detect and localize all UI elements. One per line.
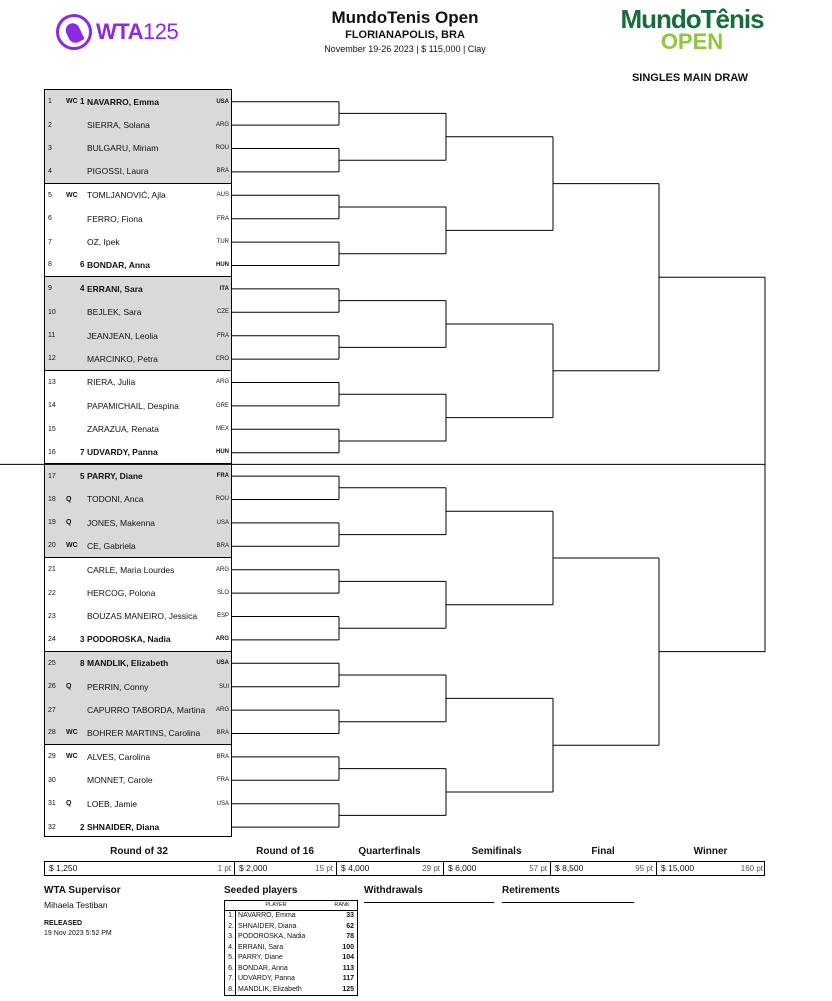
prize-money: $ 8,500 xyxy=(555,863,584,873)
seed-number: 8 xyxy=(80,658,85,668)
entry-status: Q xyxy=(66,800,72,808)
player-name: CE, Gabriela xyxy=(87,540,136,551)
entry-status: Q xyxy=(66,683,72,691)
country-code: ROU xyxy=(215,145,229,152)
retirements-block xyxy=(502,885,634,903)
country-code: ESP xyxy=(216,613,229,620)
country-code: ARG xyxy=(215,636,229,643)
country-code: USA xyxy=(216,98,229,105)
ranking-points: 29 pt xyxy=(422,864,440,873)
country-code: BRA xyxy=(216,168,229,175)
player-name: BOHRER MARTINS, Carolina xyxy=(87,727,201,738)
prize-round-header: Semifinals xyxy=(471,846,522,857)
seed-number: 4 xyxy=(80,284,85,294)
player-name: BULGARU, Miriam xyxy=(87,143,159,154)
player-name: JONES, Makenna xyxy=(87,517,156,528)
player-name: UDVARDY, Panna xyxy=(87,447,158,458)
seeded-player-name: UDVARDY, Panna xyxy=(238,975,295,982)
tournament-info: November 19-26 2023 | $ 115,000 | Clay xyxy=(324,44,486,54)
prize-money: $ 6,000 xyxy=(448,863,477,873)
seeded-index: 4. xyxy=(225,943,236,954)
seeded-player-name: BONDAR, Anna xyxy=(238,964,288,972)
country-code: FRA xyxy=(217,215,229,222)
draw-position: 2 xyxy=(48,121,52,129)
seeded-row xyxy=(225,974,357,985)
entry-status: WC xyxy=(66,729,78,737)
retirements-label: Retirements xyxy=(502,885,560,896)
player-name: TODONI, Anca xyxy=(87,494,144,505)
seeded-index: 5. xyxy=(225,953,236,964)
ranking-points: 160 pt xyxy=(740,864,763,873)
seeded-rank: 33 xyxy=(346,912,354,919)
prize-money: $ 15,000 xyxy=(661,863,695,873)
draw-position: 9 xyxy=(48,285,52,293)
draw-position: 14 xyxy=(48,402,56,410)
player-name: MONNET, Carole xyxy=(87,775,153,786)
draw-label: SINGLES MAIN DRAW xyxy=(631,72,749,84)
country-code: USA xyxy=(216,519,229,526)
draw-position: 23 xyxy=(48,612,56,620)
seeded-rank: 62 xyxy=(346,922,354,930)
prize-money-table xyxy=(44,846,765,878)
player-name: FERRO, Fiona xyxy=(87,213,143,224)
country-code: ARG xyxy=(215,707,229,714)
prize-cell xyxy=(444,862,551,875)
player-name: TOMLJANOVIĆ, Ajla xyxy=(87,190,166,201)
prize-cell xyxy=(45,862,235,875)
seeded-row xyxy=(225,964,357,975)
draw-position: 21 xyxy=(48,566,56,574)
player-name: JEANJEAN, Leolia xyxy=(87,330,158,341)
country-code: HUN xyxy=(216,449,229,456)
draw-position: 20 xyxy=(48,542,56,550)
seeded-row xyxy=(225,932,357,943)
prize-money: $ 4,000 xyxy=(341,863,370,873)
player-name: PERRIN, Conny xyxy=(87,681,149,692)
seeded-player-name: PARRY, Diane xyxy=(238,954,283,961)
released-block xyxy=(44,920,112,937)
draw-position: 26 xyxy=(48,683,56,691)
draw-position: 31 xyxy=(48,800,56,808)
player-name: MANDLIK, Elizabeth xyxy=(87,658,169,669)
draw-position: 12 xyxy=(48,355,56,363)
draw-position: 27 xyxy=(48,706,56,714)
country-code: AUS xyxy=(216,192,229,199)
prize-round-header: Winner xyxy=(693,846,728,857)
player-name: PIGOSSI, Laura xyxy=(87,166,149,177)
prize-round-header: Round of 32 xyxy=(110,846,168,857)
draw-position: 10 xyxy=(48,308,56,316)
draw-position: 24 xyxy=(48,635,56,643)
seeded-row xyxy=(225,985,357,996)
country-code: GRE xyxy=(215,402,229,409)
country-code: ARG xyxy=(215,379,229,386)
seeded-players-block xyxy=(224,885,358,996)
withdrawals-block xyxy=(364,885,494,903)
country-code: HUN xyxy=(216,261,229,268)
released-label: RELEASED xyxy=(44,920,83,927)
entry-status: WC xyxy=(66,98,78,106)
country-code: USA xyxy=(216,660,229,667)
draw-position: 6 xyxy=(48,215,52,223)
country-code: FRA xyxy=(217,332,229,339)
seeded-index: 3. xyxy=(225,932,236,943)
country-code: ARG xyxy=(215,566,229,573)
player-name: CAPURRO TABORDA, Martina xyxy=(87,705,206,716)
seeded-table xyxy=(224,900,358,996)
player-name: BOUZAS MANEIRO, Jessica xyxy=(87,611,198,622)
country-code: BRA xyxy=(216,753,229,760)
supervisor-name: Mihaela Testiban xyxy=(44,900,108,910)
country-code: BRA xyxy=(216,729,229,736)
prize-round-header: Round of 16 xyxy=(256,846,314,857)
draw-position: 16 xyxy=(48,448,56,456)
draw-position: 11 xyxy=(48,332,56,340)
prize-cell xyxy=(551,862,657,875)
seeded-index: 8. xyxy=(225,985,236,996)
country-code: BRA xyxy=(216,542,229,549)
seeded-player-name: MANDLIK, Elizabeth xyxy=(238,985,302,993)
draw-position: 1 xyxy=(48,98,52,106)
seeded-index: 2. xyxy=(225,922,236,933)
country-code: ITA xyxy=(219,285,229,292)
draw-position: 32 xyxy=(48,823,56,831)
seeded-col-player: PLAYER xyxy=(265,902,287,908)
draw-position: 29 xyxy=(48,753,56,761)
country-code: CZE xyxy=(217,309,229,316)
prize-round-header: Final xyxy=(591,846,615,857)
seeded-table-header xyxy=(225,901,357,911)
seeded-rank: 100 xyxy=(342,943,354,951)
seeded-index: 1. xyxy=(225,911,236,922)
draw-position: 19 xyxy=(48,519,56,527)
seeded-rank: 113 xyxy=(342,964,354,972)
supervisor-block xyxy=(44,885,121,910)
seeded-player-name: ERRANI, Sara xyxy=(238,943,284,951)
country-code: CRO xyxy=(215,355,229,362)
country-code: TUR xyxy=(216,239,229,246)
seeded-rank: 117 xyxy=(342,975,354,982)
entry-status: WC xyxy=(66,753,78,761)
seed-number: 7 xyxy=(80,447,85,457)
wta-logo-text: WTA125 xyxy=(96,19,179,44)
country-code: FRA xyxy=(216,473,229,480)
country-code: ARG xyxy=(215,122,229,129)
country-code: ROU xyxy=(215,496,229,503)
seed-number: 3 xyxy=(80,634,85,644)
player-name: RIERA, Julia xyxy=(87,377,136,388)
prize-cell xyxy=(235,862,337,875)
draw-position: 5 xyxy=(48,191,52,199)
player-name: MARCINKO, Petra xyxy=(87,353,158,364)
country-code: USA xyxy=(216,800,229,807)
country-code: SUI xyxy=(218,683,229,690)
draw-position: 18 xyxy=(48,495,56,503)
draw-position: 22 xyxy=(48,589,56,597)
player-name: CARLE, Maria Lourdes xyxy=(87,564,175,575)
player-name: PARRY, Diane xyxy=(87,471,143,482)
ranking-points: 95 pt xyxy=(635,864,653,873)
seeded-index: 6. xyxy=(225,964,236,975)
player-name: LOEB, Jamie xyxy=(87,798,138,809)
seeded-rank: 78 xyxy=(346,933,354,940)
seeded-rank: 104 xyxy=(342,954,354,961)
seeded-row xyxy=(225,922,357,933)
draw-position: 8 xyxy=(48,261,52,269)
seeded-player-name: SHNAIDER, Diana xyxy=(238,922,297,930)
seeded-rank: 125 xyxy=(342,985,354,993)
player-name: BONDAR, Anna xyxy=(87,259,150,270)
draw-position: 13 xyxy=(48,378,56,386)
draw-position: 15 xyxy=(48,425,56,433)
withdrawals-label: Withdrawals xyxy=(364,885,423,896)
player-name: PODOROSKA, Nadia xyxy=(87,634,171,645)
prize-cell xyxy=(657,862,766,875)
entry-status: Q xyxy=(66,519,72,527)
ranking-points: 57 pt xyxy=(529,864,547,873)
player-name: ALVES, Carolina xyxy=(87,751,151,762)
seeded-label: Seeded players xyxy=(224,885,298,896)
player-name: BEJLEK, Sara xyxy=(87,307,142,318)
player-name: ZARAZUA, Renata xyxy=(87,424,159,435)
draw-position: 30 xyxy=(48,776,56,784)
player-name: HERCOG, Polona xyxy=(87,588,156,599)
seeded-player-name: NAVARRO, Emma xyxy=(238,912,296,919)
country-code: MEX xyxy=(215,426,229,433)
seed-number: 6 xyxy=(80,260,85,270)
seeded-row xyxy=(225,911,357,922)
seeded-player-name: PODOROSKA, Nadia xyxy=(238,933,306,940)
prize-money: $ 1,250 xyxy=(49,863,78,873)
seed-number: 2 xyxy=(80,822,85,832)
player-name: SIERRA, Solana xyxy=(87,120,150,131)
player-name: NAVARRO, Emma xyxy=(87,96,159,107)
ranking-points: 15 pt xyxy=(315,864,333,873)
draw-position: 3 xyxy=(48,144,52,152)
seeded-row xyxy=(225,953,357,964)
supervisor-label: WTA Supervisor xyxy=(44,885,121,896)
seeded-col-rank: RANK xyxy=(334,902,350,908)
seeded-row xyxy=(225,943,357,954)
mundotenis-logo-bottom: OPEN xyxy=(660,29,724,54)
player-name: SHNAIDER, Diana xyxy=(87,822,160,833)
country-code: FRA xyxy=(217,777,229,784)
prize-round-header: Quarterfinals xyxy=(358,846,421,857)
entry-status: Q xyxy=(66,495,72,503)
entry-status: WC xyxy=(66,542,78,550)
draw-position: 17 xyxy=(48,472,56,480)
seed-number: 5 xyxy=(80,471,85,481)
draw-position: 25 xyxy=(48,659,56,667)
draw-position: 7 xyxy=(48,238,52,246)
draw-position: 4 xyxy=(48,167,52,175)
prize-money: $ 2,000 xyxy=(239,863,268,873)
released-time: 19 Nov 2023 5:52 PM xyxy=(44,930,112,937)
seeded-index: 7. xyxy=(225,974,236,985)
country-code: SLO xyxy=(216,590,229,597)
draw-position: 28 xyxy=(48,729,56,737)
player-name: PAPAMICHAIL, Despina xyxy=(87,400,179,411)
player-name: OZ, Ipek xyxy=(87,237,120,248)
entry-status: WC xyxy=(66,191,78,199)
seed-number: 1 xyxy=(80,97,85,107)
ranking-points: 1 pt xyxy=(217,864,231,873)
prize-cell xyxy=(337,862,444,875)
tournament-location: FLORIANAPOLIS, BRA xyxy=(345,29,465,41)
mundotenis-logo-top: MundoTênis xyxy=(620,4,764,34)
tournament-title: MundoTenis Open xyxy=(331,8,479,27)
player-name: ERRANI, Sara xyxy=(87,283,143,294)
